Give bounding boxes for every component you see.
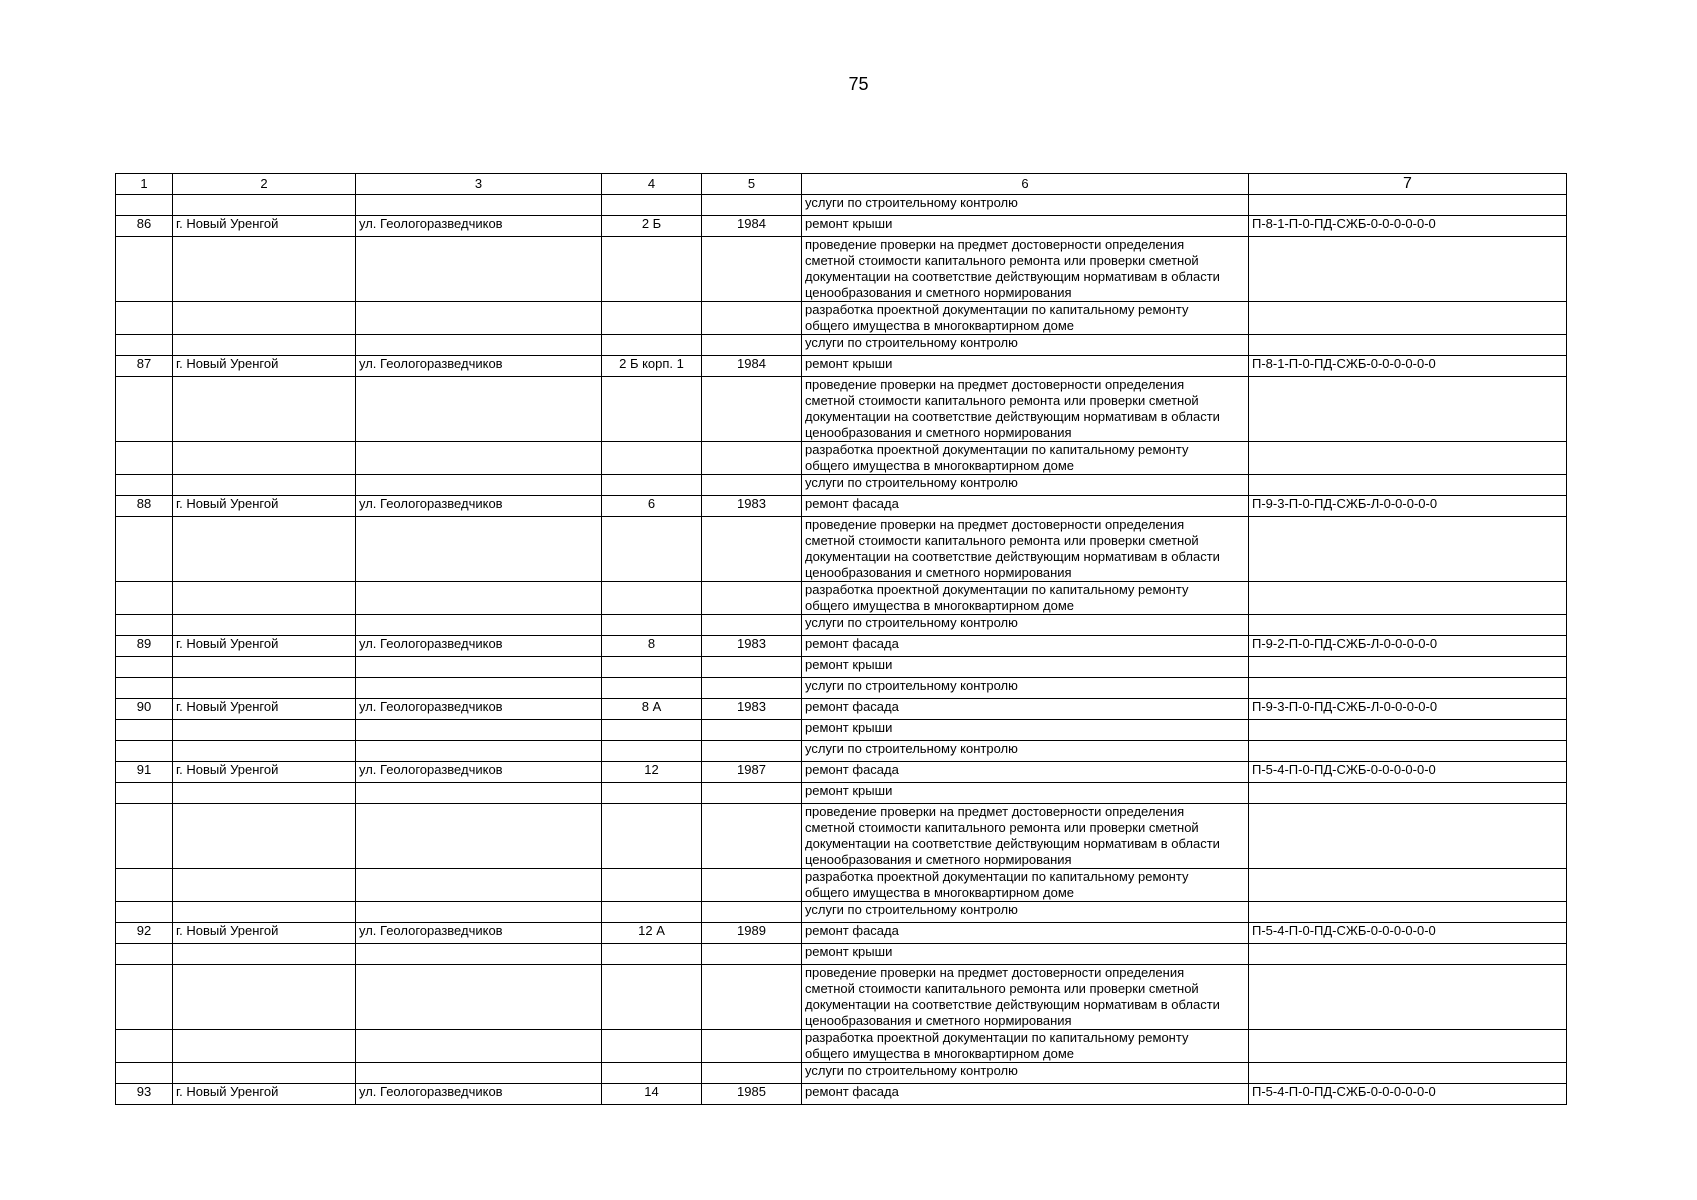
city-cell xyxy=(173,582,356,615)
year-cell: 1985 xyxy=(702,1084,802,1105)
city-cell xyxy=(173,944,356,965)
table-row xyxy=(116,1084,1567,1105)
year-cell: 1983 xyxy=(702,699,802,720)
city-cell xyxy=(173,657,356,678)
cipher-cell xyxy=(1249,657,1567,678)
row-number-cell xyxy=(116,335,173,356)
street-cell xyxy=(356,335,602,356)
cipher-cell xyxy=(1249,615,1567,636)
city-cell xyxy=(173,302,356,335)
work-type-cell: ремонт фасада xyxy=(802,1084,1249,1105)
house-number-cell: 2 Б xyxy=(602,216,702,237)
table-row xyxy=(116,636,1567,657)
street-cell: ул. Геологоразведчиков xyxy=(356,636,602,657)
row-number-cell xyxy=(116,195,173,216)
city-cell xyxy=(173,237,356,302)
work-type-cell: ремонт крыши xyxy=(802,216,1249,237)
street-cell xyxy=(356,944,602,965)
year-cell xyxy=(702,902,802,923)
city-cell: г. Новый Уренгой xyxy=(173,762,356,783)
house-number-cell xyxy=(602,582,702,615)
cipher-cell xyxy=(1249,678,1567,699)
work-type-cell: ремонт крыши xyxy=(802,356,1249,377)
house-number-cell: 8 xyxy=(602,636,702,657)
year-cell xyxy=(702,944,802,965)
city-cell xyxy=(173,869,356,902)
cipher-cell xyxy=(1249,869,1567,902)
house-number-cell xyxy=(602,475,702,496)
street-cell xyxy=(356,237,602,302)
city-cell xyxy=(173,965,356,1030)
year-cell xyxy=(702,1063,802,1084)
house-number-cell xyxy=(602,335,702,356)
city-cell xyxy=(173,615,356,636)
house-number-cell xyxy=(602,377,702,442)
city-cell xyxy=(173,1063,356,1084)
work-type-cell: услуги по строительному контролю xyxy=(802,902,1249,923)
row-number-cell xyxy=(116,965,173,1030)
row-number-cell xyxy=(116,517,173,582)
row-number-cell xyxy=(116,869,173,902)
city-cell xyxy=(173,517,356,582)
table-row xyxy=(116,442,1567,475)
street-cell xyxy=(356,741,602,762)
work-type-cell: ремонт фасада xyxy=(802,762,1249,783)
table-row xyxy=(116,762,1567,783)
year-cell xyxy=(702,377,802,442)
work-type-cell: ремонт фасада xyxy=(802,636,1249,657)
street-cell xyxy=(356,678,602,699)
street-cell xyxy=(356,720,602,741)
cipher-cell: П-9-2-П-0-ПД-СЖБ-Л-0-0-0-0-0 xyxy=(1249,636,1567,657)
work-type-cell: услуги по строительному контролю xyxy=(802,335,1249,356)
table-row xyxy=(116,377,1567,442)
header-row xyxy=(116,174,1567,195)
work-type-cell: ремонт крыши xyxy=(802,657,1249,678)
house-number-cell xyxy=(602,302,702,335)
street-cell: ул. Геологоразведчиков xyxy=(356,923,602,944)
table-row xyxy=(116,517,1567,582)
house-number-cell xyxy=(602,1030,702,1063)
work-type-cell: проведение проверки на предмет достоверности определения сметной стоимости капитального ремонта или проверки сметной документации на соответствие действующим нормативам в области ценообразования и сметного нормирования xyxy=(802,804,1249,869)
row-number-cell xyxy=(116,442,173,475)
row-number-cell xyxy=(116,657,173,678)
cipher-cell xyxy=(1249,302,1567,335)
year-cell xyxy=(702,804,802,869)
city-cell xyxy=(173,741,356,762)
house-number-cell xyxy=(602,615,702,636)
street-cell xyxy=(356,517,602,582)
row-number-cell xyxy=(116,237,173,302)
row-number-cell: 88 xyxy=(116,496,173,517)
house-number-cell xyxy=(602,804,702,869)
table-row xyxy=(116,475,1567,496)
table-row xyxy=(116,657,1567,678)
table-body xyxy=(116,195,1567,1105)
column-header-7: 7 xyxy=(1249,174,1567,195)
table-row xyxy=(116,965,1567,1030)
year-cell xyxy=(702,678,802,699)
year-cell xyxy=(702,869,802,902)
cipher-cell xyxy=(1249,475,1567,496)
row-number-cell: 92 xyxy=(116,923,173,944)
table-row xyxy=(116,804,1567,869)
row-number-cell xyxy=(116,741,173,762)
house-number-cell: 12 xyxy=(602,762,702,783)
house-number-cell xyxy=(602,902,702,923)
house-number-cell: 12 А xyxy=(602,923,702,944)
row-number-cell xyxy=(116,582,173,615)
year-cell: 1984 xyxy=(702,216,802,237)
work-type-cell: разработка проектной документации по капитальному ремонту общего имущества в многоквартирном доме xyxy=(802,869,1249,902)
street-cell xyxy=(356,377,602,442)
city-cell: г. Новый Уренгой xyxy=(173,496,356,517)
table-row xyxy=(116,783,1567,804)
work-type-cell: услуги по строительному контролю xyxy=(802,678,1249,699)
street-cell: ул. Геологоразведчиков xyxy=(356,1084,602,1105)
street-cell xyxy=(356,869,602,902)
cipher-cell xyxy=(1249,944,1567,965)
table-row xyxy=(116,582,1567,615)
street-cell xyxy=(356,657,602,678)
row-number-cell: 91 xyxy=(116,762,173,783)
work-type-cell: ремонт крыши xyxy=(802,783,1249,804)
row-number-cell: 93 xyxy=(116,1084,173,1105)
street-cell xyxy=(356,615,602,636)
work-type-cell: проведение проверки на предмет достоверности определения сметной стоимости капитального ремонта или проверки сметной документации на соответствие действующим нормативам в области ценообразования и сметного нормирования xyxy=(802,965,1249,1030)
column-header-5: 5 xyxy=(702,174,802,195)
street-cell xyxy=(356,965,602,1030)
row-number-cell: 90 xyxy=(116,699,173,720)
city-cell xyxy=(173,442,356,475)
table-row xyxy=(116,302,1567,335)
work-type-cell: услуги по строительному контролю xyxy=(802,475,1249,496)
cipher-cell xyxy=(1249,965,1567,1030)
street-cell xyxy=(356,302,602,335)
cipher-cell xyxy=(1249,741,1567,762)
house-number-cell xyxy=(602,237,702,302)
house-number-cell xyxy=(602,720,702,741)
cipher-cell: П-5-4-П-0-ПД-СЖБ-0-0-0-0-0-0 xyxy=(1249,1084,1567,1105)
column-header-1: 1 xyxy=(116,174,173,195)
cipher-cell xyxy=(1249,195,1567,216)
street-cell: ул. Геологоразведчиков xyxy=(356,496,602,517)
cipher-cell xyxy=(1249,1063,1567,1084)
work-type-cell: ремонт фасада xyxy=(802,699,1249,720)
city-cell: г. Новый Уренгой xyxy=(173,636,356,657)
table-row xyxy=(116,741,1567,762)
year-cell xyxy=(702,741,802,762)
house-number-cell xyxy=(602,1063,702,1084)
house-number-cell xyxy=(602,783,702,804)
work-type-cell: услуги по строительному контролю xyxy=(802,615,1249,636)
work-type-cell: разработка проектной документации по капитальному ремонту общего имущества в многоквартирном доме xyxy=(802,302,1249,335)
work-type-cell: услуги по строительному контролю xyxy=(802,1063,1249,1084)
column-header-4: 4 xyxy=(602,174,702,195)
row-number-cell xyxy=(116,720,173,741)
house-number-cell xyxy=(602,442,702,475)
year-cell xyxy=(702,965,802,1030)
cipher-cell: П-8-1-П-0-ПД-СЖБ-0-0-0-0-0-0 xyxy=(1249,356,1567,377)
house-number-cell: 8 А xyxy=(602,699,702,720)
city-cell xyxy=(173,783,356,804)
year-cell: 1983 xyxy=(702,636,802,657)
cipher-cell: П-9-3-П-0-ПД-СЖБ-Л-0-0-0-0-0 xyxy=(1249,699,1567,720)
street-cell xyxy=(356,804,602,869)
street-cell xyxy=(356,582,602,615)
page-number: 75 xyxy=(848,74,869,94)
street-cell: ул. Геологоразведчиков xyxy=(356,762,602,783)
cipher-cell: П-9-3-П-0-ПД-СЖБ-Л-0-0-0-0-0 xyxy=(1249,496,1567,517)
cipher-cell: П-5-4-П-0-ПД-СЖБ-0-0-0-0-0-0 xyxy=(1249,762,1567,783)
house-number-cell xyxy=(602,944,702,965)
year-cell: 1984 xyxy=(702,356,802,377)
street-cell xyxy=(356,783,602,804)
work-type-cell: проведение проверки на предмет достоверности определения сметной стоимости капитального ремонта или проверки сметной документации на соответствие действующим нормативам в области ценообразования и сметного нормирования xyxy=(802,237,1249,302)
repair-register-table xyxy=(115,173,1567,1105)
cipher-cell xyxy=(1249,783,1567,804)
city-cell: г. Новый Уренгой xyxy=(173,1084,356,1105)
year-cell xyxy=(702,335,802,356)
city-cell xyxy=(173,1030,356,1063)
year-cell xyxy=(702,582,802,615)
row-number-cell: 87 xyxy=(116,356,173,377)
table-row xyxy=(116,923,1567,944)
row-number-cell: 86 xyxy=(116,216,173,237)
row-number-cell xyxy=(116,377,173,442)
row-number-cell xyxy=(116,804,173,869)
street-cell xyxy=(356,475,602,496)
cipher-cell: П-5-4-П-0-ПД-СЖБ-0-0-0-0-0-0 xyxy=(1249,923,1567,944)
house-number-cell xyxy=(602,195,702,216)
table-row xyxy=(116,335,1567,356)
street-cell: ул. Геологоразведчиков xyxy=(356,699,602,720)
street-cell: ул. Геологоразведчиков xyxy=(356,356,602,377)
house-number-cell xyxy=(602,741,702,762)
work-type-cell: проведение проверки на предмет достоверности определения сметной стоимости капитального ремонта или проверки сметной документации на соответствие действующим нормативам в области ценообразования и сметного нормирования xyxy=(802,377,1249,442)
city-cell xyxy=(173,902,356,923)
row-number-cell xyxy=(116,1030,173,1063)
cipher-cell xyxy=(1249,237,1567,302)
table-row xyxy=(116,1063,1567,1084)
row-number-cell xyxy=(116,615,173,636)
cipher-cell xyxy=(1249,582,1567,615)
row-number-cell xyxy=(116,944,173,965)
city-cell xyxy=(173,335,356,356)
year-cell xyxy=(702,442,802,475)
house-number-cell: 2 Б корп. 1 xyxy=(602,356,702,377)
year-cell xyxy=(702,615,802,636)
city-cell xyxy=(173,804,356,869)
table-row xyxy=(116,1030,1567,1063)
work-type-cell: разработка проектной документации по капитальному ремонту общего имущества в многоквартирном доме xyxy=(802,442,1249,475)
house-number-cell xyxy=(602,678,702,699)
work-type-cell: услуги по строительному контролю xyxy=(802,741,1249,762)
table-row xyxy=(116,699,1567,720)
city-cell xyxy=(173,678,356,699)
work-type-cell: ремонт крыши xyxy=(802,944,1249,965)
street-cell xyxy=(356,1030,602,1063)
work-type-cell: разработка проектной документации по капитальному ремонту общего имущества в многоквартирном доме xyxy=(802,582,1249,615)
year-cell xyxy=(702,302,802,335)
year-cell xyxy=(702,517,802,582)
street-cell xyxy=(356,902,602,923)
table-row xyxy=(116,944,1567,965)
city-cell: г. Новый Уренгой xyxy=(173,923,356,944)
year-cell xyxy=(702,720,802,741)
house-number-cell: 14 xyxy=(602,1084,702,1105)
table-row xyxy=(116,720,1567,741)
row-number-cell xyxy=(116,783,173,804)
city-cell: г. Новый Уренгой xyxy=(173,356,356,377)
year-cell xyxy=(702,657,802,678)
table-row xyxy=(116,216,1567,237)
city-cell xyxy=(173,720,356,741)
city-cell xyxy=(173,475,356,496)
work-type-cell: ремонт фасада xyxy=(802,923,1249,944)
year-cell: 1983 xyxy=(702,496,802,517)
row-number-cell xyxy=(116,302,173,335)
cipher-cell xyxy=(1249,720,1567,741)
table-row xyxy=(116,195,1567,216)
row-number-cell: 89 xyxy=(116,636,173,657)
street-cell xyxy=(356,442,602,475)
table-row xyxy=(116,237,1567,302)
year-cell: 1987 xyxy=(702,762,802,783)
cipher-cell xyxy=(1249,335,1567,356)
table-row xyxy=(116,902,1567,923)
column-header-3: 3 xyxy=(356,174,602,195)
street-cell xyxy=(356,1063,602,1084)
row-number-cell xyxy=(116,475,173,496)
column-header-2: 2 xyxy=(173,174,356,195)
column-header-6: 6 xyxy=(802,174,1249,195)
city-cell: г. Новый Уренгой xyxy=(173,216,356,237)
cipher-cell xyxy=(1249,517,1567,582)
row-number-cell xyxy=(116,678,173,699)
table-row xyxy=(116,356,1567,377)
street-cell: ул. Геологоразведчиков xyxy=(356,216,602,237)
table-row xyxy=(116,615,1567,636)
work-type-cell: ремонт фасада xyxy=(802,496,1249,517)
house-number-cell xyxy=(602,869,702,902)
row-number-cell xyxy=(116,1063,173,1084)
table-row xyxy=(116,869,1567,902)
cipher-cell: П-8-1-П-0-ПД-СЖБ-0-0-0-0-0-0 xyxy=(1249,216,1567,237)
year-cell xyxy=(702,237,802,302)
house-number-cell xyxy=(602,965,702,1030)
year-cell: 1989 xyxy=(702,923,802,944)
work-type-cell: ремонт крыши xyxy=(802,720,1249,741)
house-number-cell xyxy=(602,657,702,678)
cipher-cell xyxy=(1249,377,1567,442)
house-number-cell xyxy=(602,517,702,582)
table-row xyxy=(116,678,1567,699)
city-cell xyxy=(173,377,356,442)
cipher-cell xyxy=(1249,902,1567,923)
cipher-cell xyxy=(1249,1030,1567,1063)
year-cell xyxy=(702,475,802,496)
house-number-cell: 6 xyxy=(602,496,702,517)
work-type-cell: услуги по строительному контролю xyxy=(802,195,1249,216)
cipher-cell xyxy=(1249,442,1567,475)
city-cell: г. Новый Уренгой xyxy=(173,699,356,720)
row-number-cell xyxy=(116,902,173,923)
work-type-cell: разработка проектной документации по капитальному ремонту общего имущества в многоквартирном доме xyxy=(802,1030,1249,1063)
table-row xyxy=(116,496,1567,517)
cipher-cell xyxy=(1249,804,1567,869)
year-cell xyxy=(702,195,802,216)
city-cell xyxy=(173,195,356,216)
year-cell xyxy=(702,783,802,804)
work-type-cell: проведение проверки на предмет достоверности определения сметной стоимости капитального ремонта или проверки сметной документации на соответствие действующим нормативам в области ценообразования и сметного нормирования xyxy=(802,517,1249,582)
street-cell xyxy=(356,195,602,216)
year-cell xyxy=(702,1030,802,1063)
